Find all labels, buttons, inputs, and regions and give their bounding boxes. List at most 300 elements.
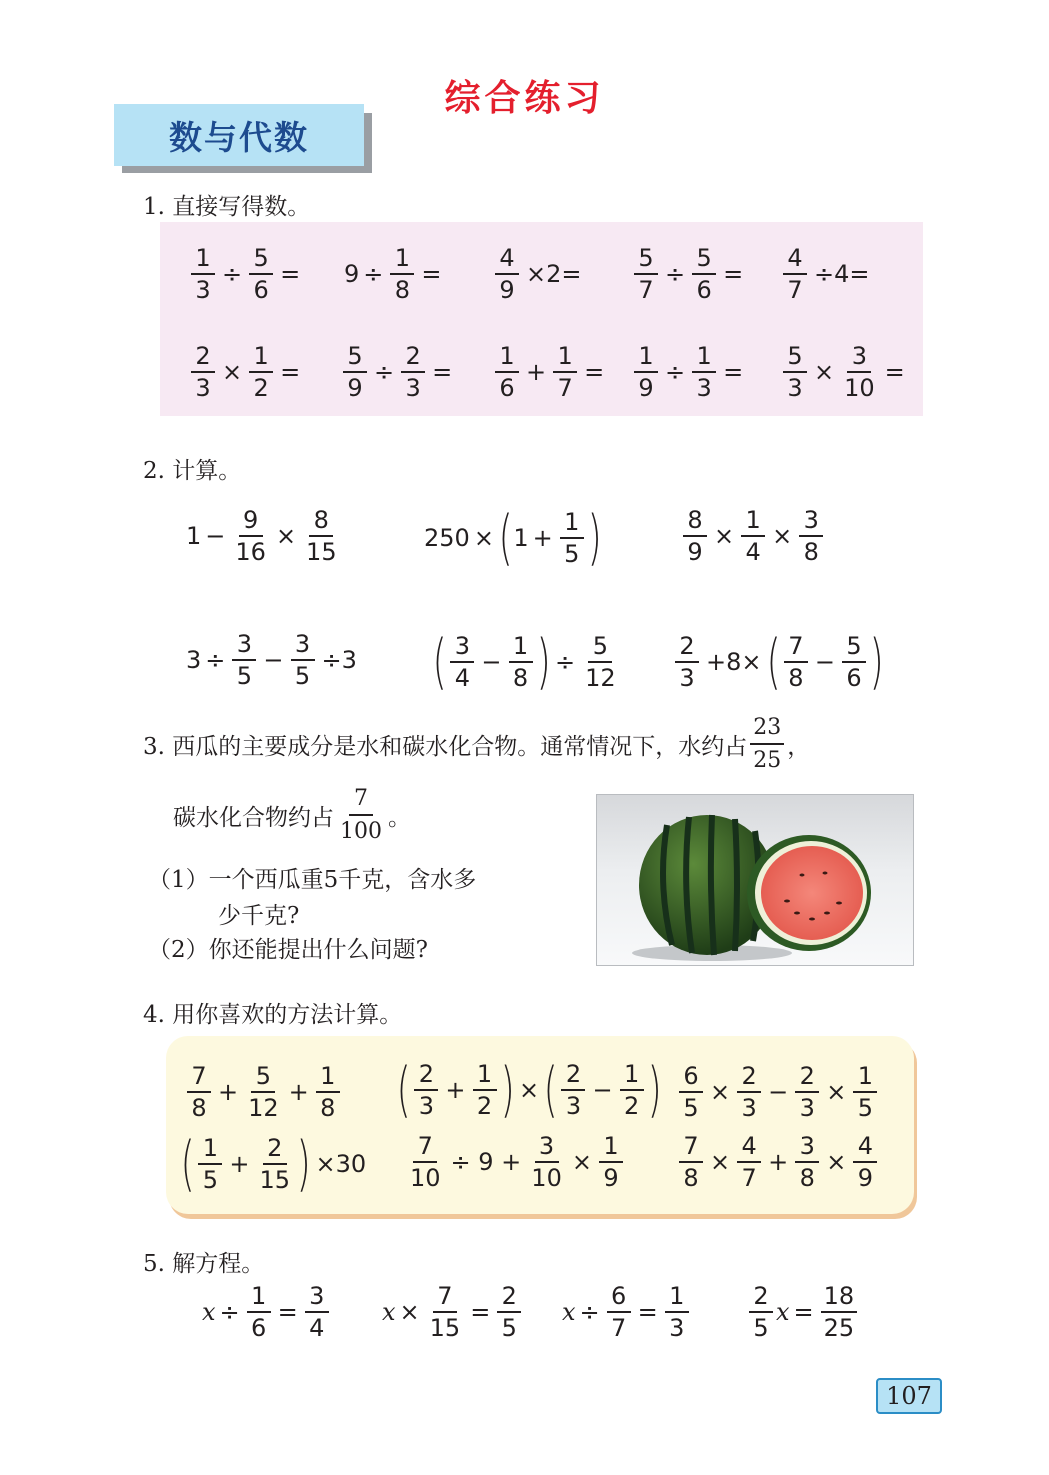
parenthesis: ) — [869, 627, 884, 697]
denominator: 2 — [476, 1092, 493, 1120]
denominator: 3 — [741, 1094, 757, 1122]
variable: x — [382, 1298, 396, 1326]
numerator: 9 — [239, 508, 263, 537]
operator: ÷ — [665, 260, 686, 288]
parenthesis: ( — [432, 627, 447, 697]
denominator: 3 — [799, 1094, 815, 1122]
q1-expr — [344, 246, 446, 302]
parenthesis: ) — [536, 627, 551, 697]
denominator: 5 — [202, 1166, 219, 1194]
fraction — [343, 344, 367, 400]
numerator: 3 — [535, 1134, 559, 1163]
numerator: 1 — [853, 1064, 877, 1093]
numerator: 4 — [853, 1134, 877, 1163]
q5-equation — [562, 1284, 692, 1340]
operator: × — [222, 358, 243, 386]
q2-expr — [680, 508, 826, 564]
comma: ， — [787, 733, 811, 760]
fraction — [634, 246, 658, 302]
fraction — [450, 634, 474, 690]
numerator: 3 — [305, 1284, 329, 1313]
denominator: 15 — [306, 538, 337, 566]
denominator: 3 — [405, 374, 421, 402]
operator: + — [768, 1148, 789, 1176]
denominator: 5 — [236, 662, 253, 690]
numerator: 3 — [795, 1134, 819, 1163]
denominator: 7 — [787, 276, 803, 304]
denominator: 4 — [745, 538, 761, 566]
numerator: 3 — [799, 508, 823, 537]
numerator: 1 — [634, 344, 658, 373]
period: 。 — [388, 804, 411, 831]
denominator: 3 — [669, 1314, 685, 1342]
q4-expr — [404, 1134, 626, 1190]
fraction — [528, 1134, 565, 1190]
denominator: 5 — [857, 1094, 873, 1122]
q1-expr — [188, 246, 304, 302]
operator: + — [288, 1078, 309, 1106]
operator: − — [592, 1076, 613, 1104]
fraction — [750, 715, 784, 773]
operator: − — [814, 648, 836, 676]
fraction — [665, 1284, 689, 1340]
operator: ÷ — [374, 358, 395, 386]
denominator: 6 — [251, 1314, 267, 1342]
question-5-label: 5. 解方程。 — [143, 1251, 265, 1277]
operator: ×30 — [315, 1150, 367, 1178]
denominator: 8 — [788, 664, 804, 692]
q2-expr — [186, 508, 343, 564]
denominator: 8 — [191, 1094, 207, 1122]
denominator: 9 — [638, 374, 654, 402]
fraction — [191, 246, 215, 302]
fraction — [191, 344, 215, 400]
numerator: 1 — [316, 1064, 340, 1093]
operator: × — [571, 1148, 592, 1176]
q5-equation — [202, 1284, 332, 1340]
denominator: 3 — [565, 1092, 582, 1120]
numerator: 1 — [509, 634, 533, 663]
operator: × — [473, 524, 494, 552]
denominator: 9 — [499, 276, 515, 304]
fraction — [427, 1284, 464, 1340]
parenthesis: ) — [647, 1055, 662, 1125]
denominator: 2 — [253, 374, 269, 402]
denominator: 25 — [753, 748, 782, 773]
numerator: 2 — [561, 1062, 585, 1091]
denominator: 10 — [410, 1164, 441, 1192]
operator: ÷ — [222, 260, 243, 288]
denominator: 12 — [585, 664, 616, 692]
fraction — [737, 1134, 761, 1190]
page-number: 107 — [876, 1378, 942, 1414]
fraction — [692, 246, 716, 302]
denominator: 3 — [418, 1092, 435, 1120]
numerator: 3 — [232, 632, 256, 661]
fraction — [232, 632, 256, 688]
variable: x — [776, 1298, 790, 1326]
fraction — [232, 508, 269, 564]
numerator: 6 — [679, 1064, 703, 1093]
numerator: 5 — [783, 344, 807, 373]
numerator: 1 — [560, 510, 584, 539]
operator: = — [277, 1298, 298, 1326]
fraction — [783, 344, 807, 400]
denominator: 9 — [603, 1164, 619, 1192]
operator: ÷ — [579, 1298, 600, 1326]
numerator: 7 — [187, 1064, 211, 1093]
denominator: 5 — [501, 1314, 517, 1342]
fraction — [291, 632, 315, 688]
numerator: 1 — [390, 246, 414, 275]
fraction — [249, 344, 273, 400]
denominator: 10 — [531, 1164, 562, 1192]
numerator: 7 — [679, 1134, 703, 1163]
fraction — [561, 1062, 585, 1118]
numerator: 1 — [599, 1134, 623, 1163]
question-1-label: 1. 直接写得数。 — [143, 194, 311, 220]
operator: ÷ — [554, 648, 576, 676]
numerator: 3 — [847, 344, 871, 373]
q1-expr — [492, 246, 586, 302]
operator: × — [710, 1148, 731, 1176]
numerator: 6 — [607, 1284, 631, 1313]
operator: = — [723, 260, 744, 288]
fraction — [620, 1062, 644, 1118]
fraction — [841, 344, 878, 400]
fraction — [784, 634, 808, 690]
q1-expr — [188, 344, 304, 400]
q1-expr — [631, 344, 747, 400]
denominator: 8 — [512, 664, 529, 692]
denominator: 8 — [320, 1094, 336, 1122]
question-3-sub-1: （1）一个西瓜重5千克，含水多 — [148, 867, 477, 893]
fraction — [497, 1284, 521, 1340]
fraction — [245, 1064, 282, 1120]
fraction — [414, 1062, 438, 1118]
numerator: 3 — [450, 634, 474, 663]
fraction — [799, 508, 823, 564]
numerator: 1 — [247, 1284, 271, 1313]
fraction — [553, 344, 577, 400]
numerator: 2 — [497, 1284, 521, 1313]
denominator: 4 — [309, 1314, 325, 1342]
operator: × — [518, 1076, 540, 1104]
operator: = — [637, 1298, 658, 1326]
numerator: 1 — [741, 508, 765, 537]
numerator: 5 — [634, 246, 658, 275]
section-header-text: 数与代数 — [169, 117, 309, 157]
operator: = — [723, 358, 744, 386]
denominator: 3 — [195, 374, 211, 402]
fraction — [390, 246, 414, 302]
watermelon-photo — [596, 794, 914, 966]
operator: ÷ — [665, 358, 686, 386]
denominator: 6 — [253, 276, 269, 304]
variable: x — [202, 1298, 216, 1326]
number: 9 — [344, 260, 360, 288]
fraction — [303, 508, 340, 564]
question-3-sub-2: （2）你还能提出什么问题? — [148, 937, 428, 963]
numerator: 7 — [349, 786, 373, 816]
operator: = — [584, 358, 605, 386]
fraction — [607, 1284, 631, 1340]
fraction — [634, 344, 658, 400]
operator: × — [275, 522, 297, 550]
q1-expr — [780, 246, 874, 302]
fraction — [853, 1134, 877, 1190]
operator: = — [280, 260, 301, 288]
operator: ÷ — [363, 260, 384, 288]
parenthesis: ( — [498, 503, 513, 573]
q5-equation — [382, 1284, 524, 1340]
denominator: 6 — [846, 664, 862, 692]
denominator: 2 — [623, 1092, 640, 1120]
denominator: 6 — [499, 374, 515, 402]
number: 250 — [424, 524, 470, 552]
denominator: 7 — [741, 1164, 757, 1192]
denominator: 8 — [803, 538, 819, 566]
fraction — [407, 1134, 444, 1190]
operator: = — [280, 358, 301, 386]
operator: − — [481, 648, 502, 676]
operator: ÷3 — [321, 646, 357, 674]
numerator: 2 — [414, 1062, 438, 1091]
denominator: 8 — [799, 1164, 815, 1192]
operator: × — [710, 1078, 731, 1106]
q4-expr — [676, 1064, 880, 1120]
fraction — [187, 1064, 211, 1120]
denominator: 6 — [696, 276, 712, 304]
operator: × — [814, 358, 835, 386]
denominator: 15 — [429, 1314, 461, 1342]
fraction — [737, 1064, 761, 1120]
parenthesis: ) — [587, 503, 602, 573]
operator: − — [768, 1078, 789, 1106]
numerator: 2 — [263, 1136, 287, 1165]
operator: + — [445, 1076, 466, 1104]
question-4-label: 4. 用你喜欢的方法计算。 — [143, 1002, 403, 1028]
denominator: 7 — [557, 374, 573, 402]
numerator: 5 — [249, 246, 273, 275]
operator: ÷ — [219, 1298, 240, 1326]
fraction — [560, 510, 584, 566]
q2-expr — [432, 627, 622, 697]
operator: + — [229, 1150, 250, 1178]
question-2-label: 2. 计算。 — [143, 458, 242, 484]
numerator: 4 — [783, 246, 807, 275]
question-3-sub-1-cont: 少千克? — [218, 903, 300, 929]
operator: + — [218, 1078, 239, 1106]
numerator: 1 — [553, 344, 577, 373]
section-header — [114, 104, 364, 166]
numerator: 4 — [737, 1134, 761, 1163]
parenthesis: ) — [296, 1129, 311, 1199]
variable: x — [562, 1298, 576, 1326]
number: 3 — [186, 646, 202, 674]
parenthesis: ( — [766, 627, 781, 697]
fraction — [679, 1134, 703, 1190]
denominator: 100 — [340, 819, 382, 844]
parenthesis: ( — [180, 1129, 195, 1199]
denominator: 9 — [857, 1164, 873, 1192]
numerator: 4 — [495, 246, 519, 275]
fraction — [675, 634, 699, 690]
numerator: 5 — [343, 344, 367, 373]
denominator: 8 — [683, 1164, 699, 1192]
q2-expr — [424, 503, 602, 573]
number: 1 — [513, 524, 529, 552]
numerator: 1 — [665, 1284, 689, 1313]
operator: × — [772, 522, 793, 550]
numerator: 7 — [784, 634, 808, 663]
numerator: 1 — [692, 344, 716, 373]
numerator: 1 — [620, 1062, 644, 1091]
denominator: 25 — [823, 1314, 855, 1342]
number: 1 — [186, 522, 202, 550]
fraction — [692, 344, 716, 400]
parenthesis: ) — [500, 1055, 515, 1125]
operator: − — [205, 522, 226, 550]
numerator: 2 — [675, 634, 699, 663]
operator: = — [421, 260, 442, 288]
q2-expr — [186, 632, 361, 688]
parenthesis: ( — [396, 1055, 411, 1125]
fraction — [741, 508, 765, 564]
operator: = — [884, 358, 905, 386]
numerator: 2 — [191, 344, 215, 373]
q1-expr — [631, 246, 747, 302]
denominator: 7 — [638, 276, 654, 304]
q4-expr — [396, 1055, 662, 1125]
fraction — [305, 1284, 329, 1340]
question-3-text: 碳水化合物约占 — [173, 804, 334, 831]
numerator: 8 — [683, 508, 707, 537]
fraction — [821, 1284, 858, 1340]
operator: × — [826, 1148, 847, 1176]
operator: + — [532, 524, 553, 552]
denominator: 8 — [394, 276, 411, 304]
numerator: 7 — [433, 1284, 457, 1313]
question-3-text: 3. 西瓜的主要成分是水和碳水化合物。通常情况下，水约占 — [143, 733, 748, 760]
q1-expr — [340, 344, 456, 400]
operator: = — [470, 1298, 491, 1326]
operator: = — [432, 358, 453, 386]
denominator: 3 — [696, 374, 712, 402]
denominator: 3 — [195, 276, 211, 304]
denominator: 9 — [687, 538, 703, 566]
fraction — [795, 1064, 819, 1120]
operator: +8× — [706, 648, 762, 676]
numerator: 1 — [249, 344, 273, 373]
q1-expr — [492, 344, 608, 400]
q4-expr — [184, 1064, 343, 1120]
numerator: 18 — [821, 1284, 858, 1313]
operator: × — [399, 1298, 420, 1326]
denominator: 12 — [248, 1094, 279, 1122]
numerator: 2 — [737, 1064, 761, 1093]
numerator: 5 — [692, 246, 716, 275]
fraction — [249, 246, 273, 302]
numerator: 2 — [749, 1284, 773, 1313]
denominator: 16 — [235, 538, 266, 566]
operator: + — [526, 358, 547, 386]
q4-expr — [180, 1129, 370, 1199]
operator: − — [263, 646, 284, 674]
denominator: 5 — [294, 662, 311, 690]
numerator: 2 — [795, 1064, 819, 1093]
operator: ÷ — [205, 646, 226, 674]
fraction — [842, 634, 866, 690]
operator: = — [793, 1298, 814, 1326]
operator: ×2= — [526, 260, 582, 288]
fraction — [473, 1062, 497, 1118]
numerator: 3 — [291, 632, 315, 661]
denominator: 3 — [787, 374, 803, 402]
fraction — [599, 1134, 623, 1190]
operator: × — [826, 1078, 847, 1106]
operator: ÷ 9 + — [450, 1148, 522, 1176]
question-3-line-1 — [143, 715, 810, 773]
numerator: 1 — [495, 344, 519, 373]
numerator: 5 — [251, 1064, 275, 1093]
numerator: 8 — [309, 508, 333, 537]
numerator: 1 — [198, 1136, 222, 1165]
q2-expr — [672, 627, 884, 697]
denominator: 5 — [564, 540, 580, 568]
numerator: 2 — [401, 344, 425, 373]
numerator: 5 — [842, 634, 866, 663]
fraction — [749, 1284, 773, 1340]
numerator: 1 — [191, 246, 215, 275]
denominator: 5 — [683, 1094, 699, 1122]
numerator: 7 — [413, 1134, 437, 1163]
question-3-line-2 — [173, 786, 411, 844]
operator: ÷4= — [814, 260, 870, 288]
denominator: 4 — [454, 664, 471, 692]
parenthesis: ( — [543, 1055, 558, 1125]
denominator: 7 — [611, 1314, 627, 1342]
denominator: 15 — [259, 1166, 291, 1194]
fraction — [853, 1064, 877, 1120]
fraction — [257, 1136, 294, 1192]
watermelon-image — [597, 795, 913, 965]
fraction — [795, 1134, 819, 1190]
fraction — [679, 1064, 703, 1120]
fraction — [247, 1284, 271, 1340]
operator: × — [714, 522, 735, 550]
numerator: 23 — [750, 715, 784, 745]
fraction — [198, 1136, 222, 1192]
denominator: 3 — [679, 664, 695, 692]
denominator: 5 — [753, 1314, 769, 1342]
denominator: 9 — [347, 374, 363, 402]
numerator: 5 — [588, 634, 612, 663]
q5-equation — [746, 1284, 860, 1340]
q4-expr — [676, 1134, 880, 1190]
page-title: 综合练习 — [444, 78, 605, 119]
fraction — [495, 246, 519, 302]
fraction — [337, 786, 385, 844]
fraction — [316, 1064, 340, 1120]
denominator: 10 — [844, 374, 875, 402]
fraction — [783, 246, 807, 302]
numerator: 1 — [473, 1062, 497, 1091]
fraction — [582, 634, 619, 690]
q1-expr — [780, 344, 909, 400]
fraction — [683, 508, 707, 564]
fraction — [509, 634, 533, 690]
